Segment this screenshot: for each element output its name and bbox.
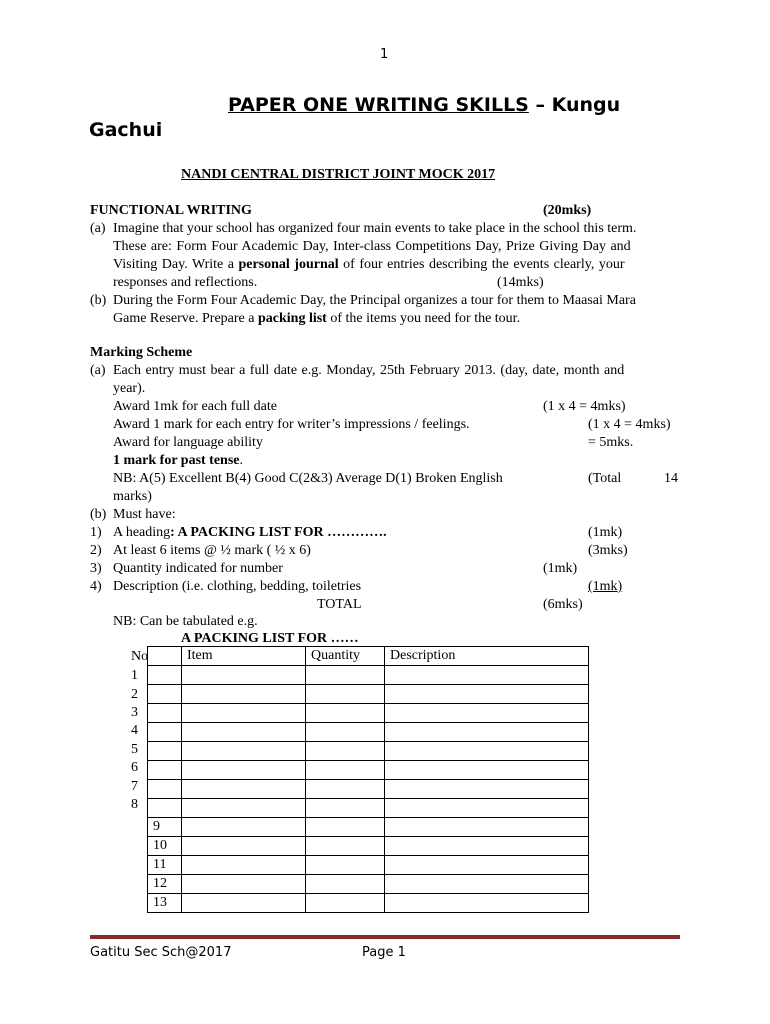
item-number: 1) [90,525,102,540]
table-cell [385,799,589,818]
table-row [148,799,589,818]
table-cell [182,704,306,723]
table-cell [385,837,589,856]
table-row [148,837,589,856]
table-row [148,780,589,799]
table-cell [385,723,589,742]
table-cell [385,685,589,704]
table-row [148,666,589,685]
scheme-a-label: (a) [90,363,106,378]
tense-note-dot: . [239,453,244,468]
question-b-text: of the items you need for the tour. [326,311,521,326]
question-a-text: Visiting Day. Write a [113,257,239,272]
footer-school: Gatitu Sec Sch@2017 [90,945,232,960]
row-number-cell: 12 [148,875,182,894]
award-date: Award 1mk for each full date [113,399,277,414]
question-a-label: (a) [90,221,106,236]
list-item: At least 6 items @ ½ mark ( ½ x 6) [113,543,311,558]
question-a-line [113,256,624,274]
tabulation-note: NB: Can be tabulated e.g. [113,614,258,629]
grading-note-end: marks) [113,489,152,504]
exam-title: NANDI CENTRAL DISTRICT JOINT MOCK 2017 [181,167,496,182]
row-number-cell: 11 [148,856,182,875]
marking-scheme-heading: Marking Scheme [90,345,193,360]
table-row [148,704,589,723]
table-cell [182,666,306,685]
tense-note [113,452,243,470]
table-cell [385,894,589,913]
table-cell [385,704,589,723]
table-row [148,894,589,913]
table-cell [385,875,589,894]
award-language-marks: = 5mks. [588,435,634,450]
question-a-line: Imagine that your school has organized four main events to take place in the school this term. [113,221,637,236]
question-b-line [113,310,520,328]
award-language: Award for language ability [113,435,263,450]
column-header-description: Description [385,647,589,666]
grading-total: (Total [588,471,622,486]
table-cell [385,666,589,685]
table-row [148,723,589,742]
total-marks: (6mks) [543,597,583,612]
row-number: 6 [131,760,138,775]
table-cell [182,818,306,837]
table-cell [148,799,182,818]
tense-note-bold: 1 mark for past tense [113,453,240,468]
table-cell [182,856,306,875]
question-a-line: These are: Form Four Academic Day, Inter-class Competitions Day, Prize Giving Day and [113,239,631,254]
table-cell [148,704,182,723]
table-cell [306,837,385,856]
table-row [148,856,589,875]
table-cell [148,685,182,704]
total-label: TOTAL [317,597,362,612]
section-heading: FUNCTIONAL WRITING [90,203,252,218]
question-b-text: Game Reserve. Prepare a [113,311,258,326]
table-cell [385,780,589,799]
table-cell [148,780,182,799]
table-cell [148,647,182,666]
table-cell [306,761,385,780]
section-marks: (20mks) [543,203,592,218]
table-row [148,761,589,780]
list-item [113,524,387,542]
table-cell [306,666,385,685]
question-b-line: During the Form Four Academic Day, the Principal organizes a tour for them to Maasai Mara [113,293,636,308]
table-cell [148,742,182,761]
list-item-text: A heading [113,525,171,540]
row-number: 1 [131,668,138,683]
grading-note: NB: A(5) Excellent B(4) Good C(2&3) Average D(1) Broken English [113,471,503,486]
row-number-cell: 10 [148,837,182,856]
table-cell [306,799,385,818]
table-cell [148,761,182,780]
table-cell [182,799,306,818]
list-item: Quantity indicated for number [113,561,283,576]
table-cell [306,875,385,894]
scheme-a-line: Each entry must bear a full date e.g. Monday, 25th February 2013. (day, date, month and [113,363,625,378]
item-marks: (1mk) [588,525,623,540]
table-cell [148,723,182,742]
paper-title-author: – Kungu [528,94,621,116]
item-number: 2) [90,543,102,558]
list-item: Description (i.e. clothing, bedding, toiletries [113,579,362,594]
table-cell [306,856,385,875]
packing-list-title: A PACKING LIST FOR …… [181,631,359,646]
table-cell [306,818,385,837]
question-a-emphasis: personal journal [238,257,339,272]
table-row [148,685,589,704]
row-number: 4 [131,723,138,738]
row-number-cell: 9 [148,818,182,837]
row-number: 7 [131,779,138,794]
table-row [148,818,589,837]
scheme-b-label: (b) [90,507,107,522]
table-cell [385,742,589,761]
row-number: 5 [131,742,138,757]
table-cell [306,723,385,742]
table-cell [306,704,385,723]
item-number: 4) [90,579,102,594]
paper-title [228,93,620,117]
row-number: 3 [131,705,138,720]
row-number: 8 [131,797,138,812]
list-item-bold: : A PACKING LIST FOR …………. [170,525,387,540]
award-impressions: Award 1 mark for each entry for writer’s impressions / feelings. [113,417,470,432]
row-number: 2 [131,687,138,702]
table-header-row [148,647,589,666]
table-row [148,875,589,894]
question-a-marks: (14mks) [497,275,544,290]
table-row [148,742,589,761]
page-number: 1 [380,47,389,62]
column-header-item: Item [182,647,306,666]
table-cell [148,666,182,685]
item-number: 3) [90,561,102,576]
item-marks: (3mks) [588,543,628,558]
paper-title-line2: Gachui [89,119,163,141]
item-marks: (1mk) [588,579,623,594]
table-cell [182,723,306,742]
table-cell [306,894,385,913]
question-a-text: of four entries describing the events clearly, your [338,257,625,272]
table-cell [385,818,589,837]
award-impressions-marks: (1 x 4 = 4mks) [588,417,671,432]
question-a-line: responses and reflections. [113,275,258,290]
table-cell [306,685,385,704]
paper-title-main: PAPER ONE WRITING SKILLS [228,94,529,116]
award-date-marks: (1 x 4 = 4mks) [543,399,626,414]
packing-list-table [147,646,589,913]
table-cell [182,685,306,704]
table-cell [385,761,589,780]
footer-page: Page 1 [362,945,406,960]
table-cell [182,837,306,856]
table-cell [182,875,306,894]
table-cell [306,780,385,799]
table-cell [182,742,306,761]
footer-divider [90,935,680,939]
column-header-no: No [131,649,149,664]
table-cell [182,761,306,780]
table-cell [182,780,306,799]
grading-total-number: 14 [664,471,678,486]
question-b-label: (b) [90,293,107,308]
table-cell [182,894,306,913]
item-marks: (1mk) [543,561,578,576]
scheme-a-line: year). [113,381,146,396]
table-cell [306,742,385,761]
row-number-cell: 13 [148,894,182,913]
question-b-emphasis: packing list [257,311,327,326]
table-cell [385,856,589,875]
column-header-quantity: Quantity [306,647,385,666]
scheme-b-text: Must have: [113,507,176,522]
